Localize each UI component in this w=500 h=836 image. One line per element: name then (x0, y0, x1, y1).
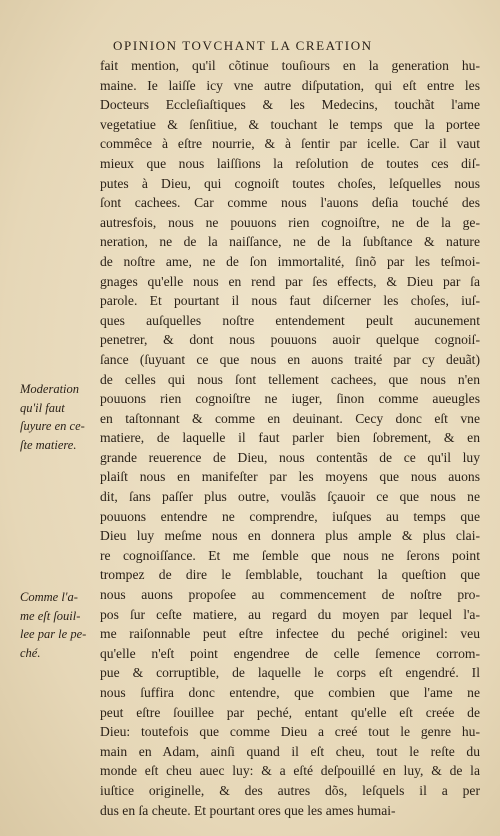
margin-note-ame-souillee: Comme l'a- me eſt ſouil- lee par le pe- ché. (20, 590, 87, 660)
text-line: vegetatiue & ſenſitiue, & touchant le temps que la portee (100, 116, 480, 132)
text-line: main en Adam, ainſi quand il eſt cheu, tout le reſte du (100, 743, 480, 759)
text-line: en taſtonnant & comme en deuinant. Cecy donc eſt vne (100, 410, 480, 426)
text-line: autresfois, nous ne pouuons rien cognoiſtre, ne de la ge- (100, 214, 480, 230)
text-line: ſont cachees. Car comme nous l'auons deſia touché des (100, 195, 480, 211)
text-line: peut eſtre ſouillee par peché, entant qu'elle eſt creée de (100, 704, 480, 720)
text-line: pouuons rien cognoiſtre ne iuger, ſinon comme aueugles (100, 391, 480, 407)
text-line: de noſtre ame, ne de ſon immortalité, ſinõ par les teſmoi- (100, 253, 480, 269)
text-line: nous ſuffira donc entendre, que combien que l'ame ne (100, 685, 480, 700)
text-line: nous auons propoſee au commencement de noſtre pro- (100, 587, 480, 603)
text-line: pouuons entendre ne comprendre, iuſques au temps que (100, 508, 480, 524)
text-line: maine. Ie laiſſe icy vne autre diſputation, qui eſt entre les (100, 77, 480, 93)
text-line: dit, ſans paſſer plus outre, voulãs ſçauoir ce que nous ne (100, 489, 480, 505)
text-line: iuſtice originelle, & des autres dõs, leſquels il a per (100, 782, 480, 798)
text-line: penetrer, & dont nous pouuons auoir quelque cognoiſ- (100, 332, 480, 348)
text-line: pue & corruptible, de laquelle le corps eſt engendré. Il (100, 665, 480, 681)
text-line: re cognoiſſance. Et me ſemble que nous ne ſerons point (100, 547, 480, 563)
text-line: Docteurs Eccleſiaſtiques & les Medecins, touchãt l'ame (100, 97, 480, 113)
text-line: mieux que nous laiſſions la reſolution de toutes ces diſ- (100, 155, 480, 171)
text-line: matiere, de laquelle il faut parler bien ſobrement, & en (100, 430, 480, 446)
margin-note-moderation: Moderation qu'il faut ſuyure en ce- ſte matiere. (20, 382, 85, 452)
text-line: grande reuerence de Dieu, nous contentãs de ce qu'il luy (100, 449, 480, 465)
text-line: parole. Et pourtant il nous faut diſcerner les choſes, iuſ- (100, 293, 480, 309)
text-line: trompez de dire le ſemblable, touchant la queſtion que (100, 567, 480, 583)
text-line: plaiſt nous en manifeſter par les moyens que nous auons (100, 469, 480, 485)
running-head: OPINION TOVCHANT LA CREATION (113, 38, 373, 53)
text-line: ques auſquelles noſtre entendement peult aucunement (100, 312, 480, 328)
text-line: fait mention, qu'il cõtinue touſiours en la generation hu- (100, 58, 480, 73)
text-line: pos ſur ceſte matiere, au regard du moyen par lequel l'a- (100, 606, 480, 622)
text-line: Dieu luy meſme nous en donnera plus ample & plus clai- (100, 528, 480, 544)
text-line: Dieu: toutefois que comme Dieu a creé tout le genre hu- (100, 724, 480, 740)
text-line: putes à Dieu, qui cognoiſt toutes choſes, leſquelles nous (100, 175, 480, 191)
text-line: dus en ſa cheute. Et pourtant ores que les ames humai- (100, 802, 396, 818)
text-line: me raiſonnable peut eſtre infectee du peché originel: veu (100, 626, 480, 642)
text-line: commêce à eſtre nourrie, & à ſentir par icelle. Car il vaut (100, 136, 480, 152)
text-line: ſance (ſuyuant ce que nous en auons traité par cy deuãt) (100, 351, 480, 367)
body-text (100, 56, 480, 820)
text-line: qu'elle n'eſt point engendree de celle ſemence corrom- (100, 645, 480, 661)
text-line: gnages qu'elle nous en rend par ſes effects, & Dieu par ſa (100, 273, 480, 289)
text-line: de celles qui nous ſont tellement cachees, que nous n'en (100, 371, 480, 387)
text-line: monde eſt cheu auec luy: & a eſté deſpouillé en luy, & de la (100, 763, 480, 779)
text-line: neration, ne de la naiſſance, ne de la ſubſtance & nature (100, 234, 480, 250)
